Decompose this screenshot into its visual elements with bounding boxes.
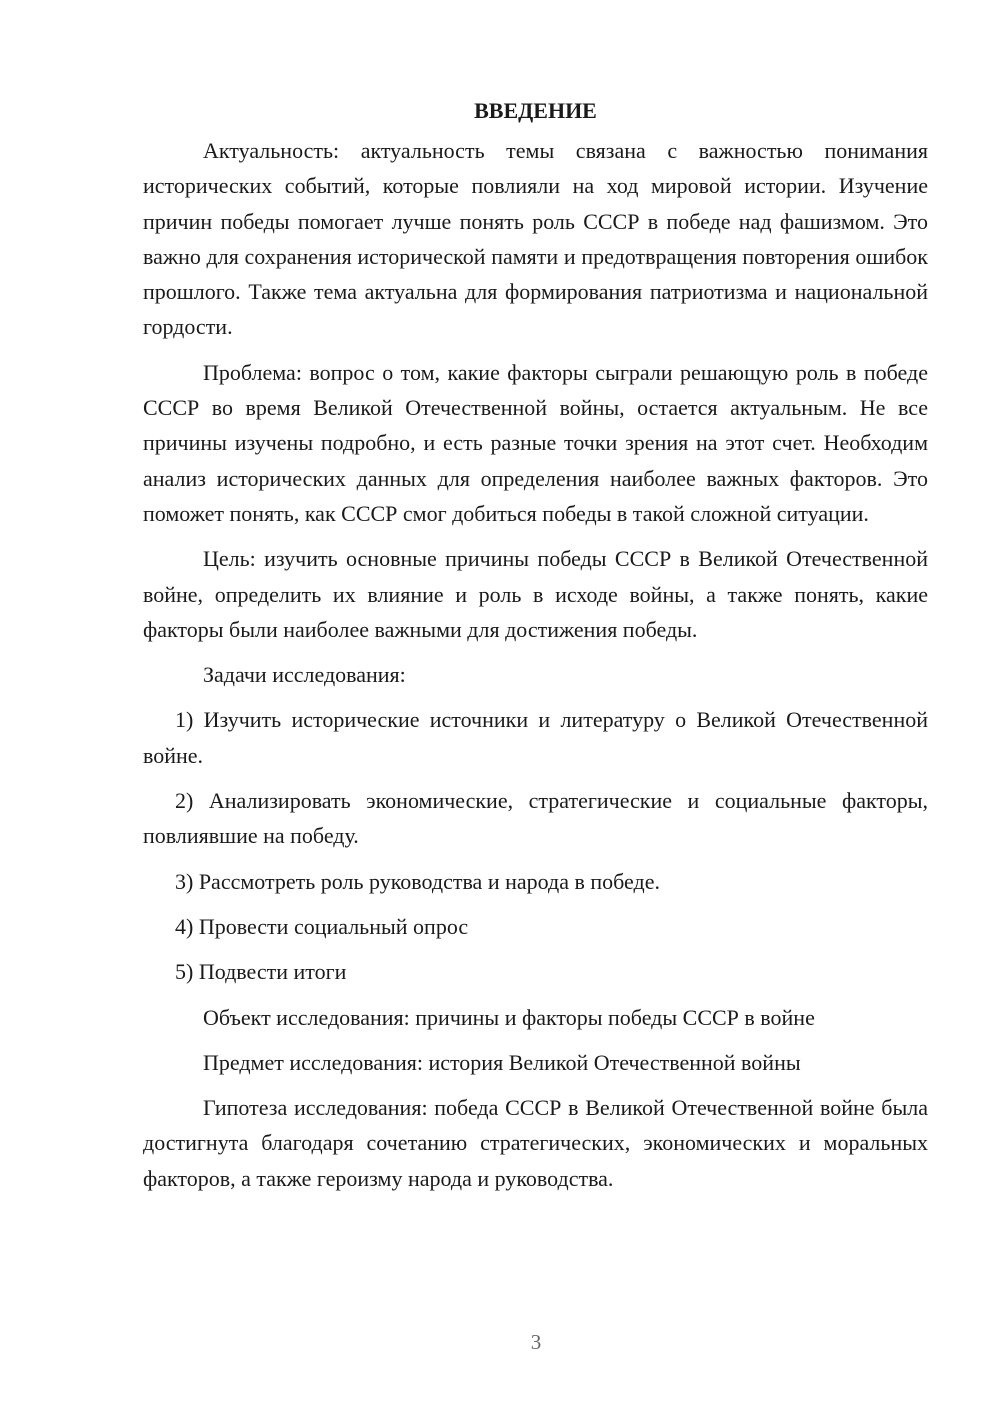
task-item-3: 3) Рассмотреть роль руководства и народа в победе. (175, 868, 660, 894)
task-item-4: 4) Провести социальный опрос (175, 913, 469, 939)
paragraph-goal: Цель: изучить основные причины победы СССР в Великой Отечественной войне, определить их влияние и роль в исходе войны, а также понять, какие факторы были наиболее важными для достижения победы. (143, 546, 928, 642)
paragraph-subject: Предмет исследования: история Великой Отечественной войны (203, 1049, 801, 1075)
page-content (143, 93, 928, 1206)
task-item-5: 5) Подвести итоги (175, 959, 347, 985)
section-title: ВВЕДЕНИЕ (474, 98, 597, 123)
paragraph-hypothesis: Гипотеза исследования: победа СССР в Великой Отечественной войне была достигнута благодаря сочетанию стратегических, экономических и моральных факторов, а также героизму народа и руководства. (143, 1095, 928, 1191)
paragraph-object: Объект исследования: причины и факторы победы СССР в войне (203, 1004, 815, 1030)
task-item-1: 1) Изучить исторические источники и литературу о Великой Отечественной войне. (143, 707, 928, 768)
task-item-2: 2) Анализировать экономические, стратегические и социальные факторы, повлиявшие на победу. (143, 788, 928, 849)
paragraph-tasks-heading: Задачи исследования: (203, 662, 406, 688)
paragraph-relevance: Актуальность: актуальность темы связана с важностью понимания исторических событий, которые повлияли на ход мировой истории. Изучение причин победы помогает лучше понять роль СССР в победе над фашизмом. Это важно для сохранения исторической памяти и предотвращения повторения ошибок прошлого. Также тема актуальна для формирования патриотизма и национальной гордости. (143, 138, 928, 340)
page-number: 3 (530, 1330, 542, 1354)
paragraph-problem: Проблема: вопрос о том, какие факторы сыграли решающую роль в победе СССР во время Великой Отечественной войны, остается актуальным. Не все причины изучены подробно, и есть разные точки зрения на этот счет. Необходим анализ исторических данных для определения наиболее важных факторов. Это поможет понять, как СССР смог добиться победы в такой сложной ситуации. (143, 359, 928, 526)
